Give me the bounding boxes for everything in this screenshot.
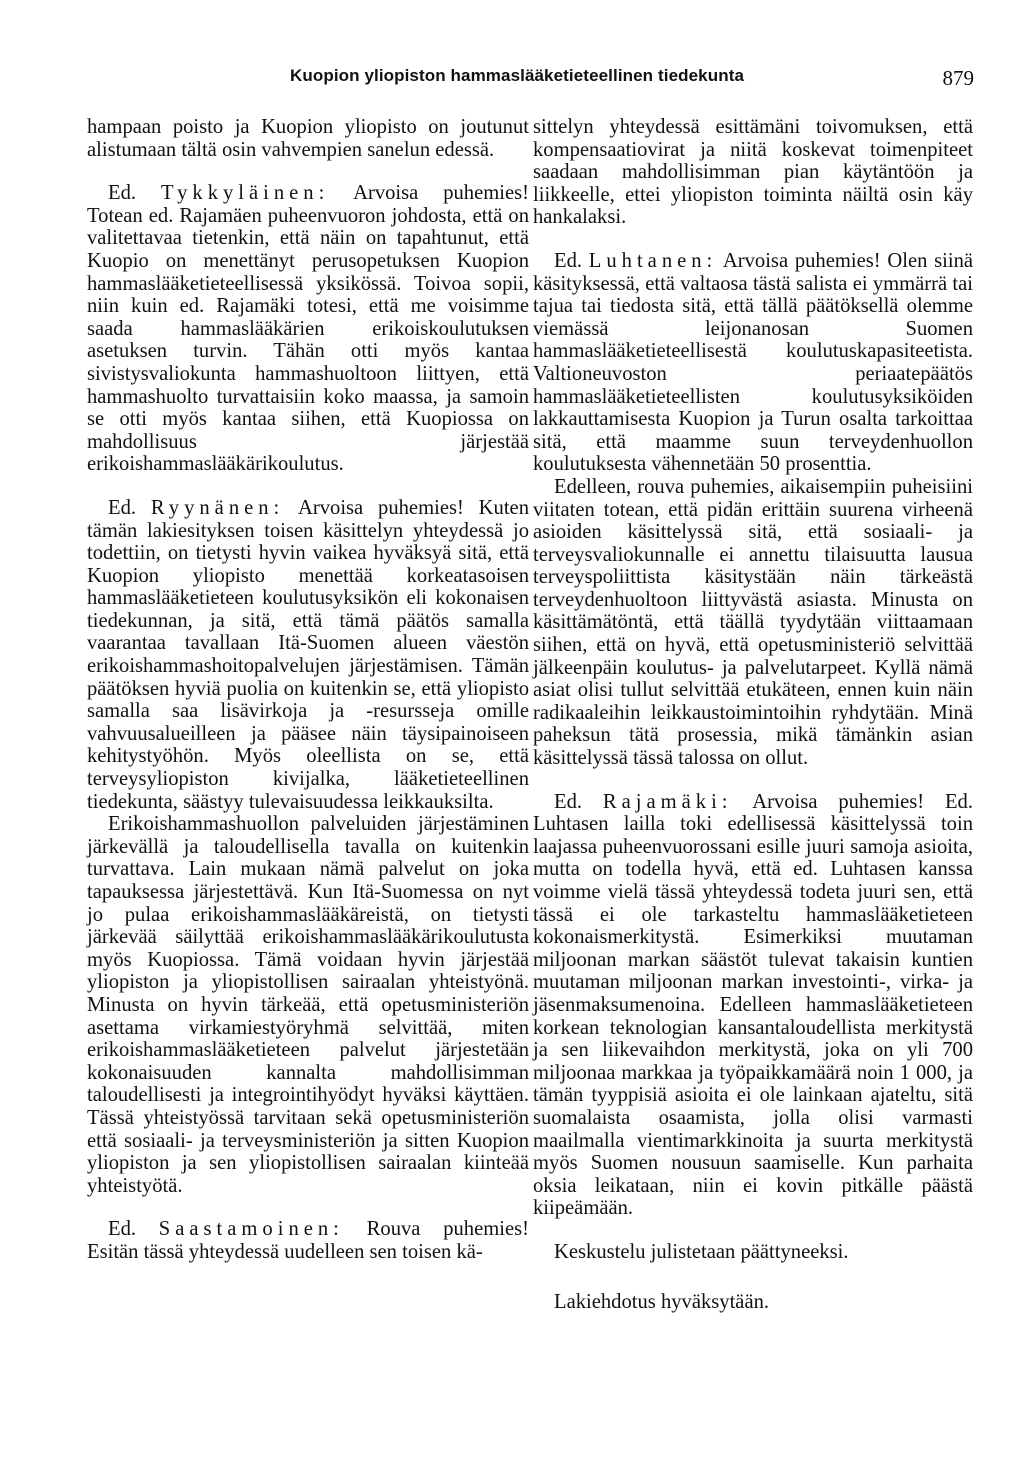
speaker-name: Luhtanen: [588, 249, 718, 272]
speaker-prefix: Ed. [554, 790, 583, 813]
speech-saastamoinen [87, 1218, 529, 1263]
speech-text: Rouva puhemies! Esitän tässä yhteydessä uudelleen sen toisen kä- [87, 1218, 529, 1263]
speaker-name: Tykkyläinen: [160, 182, 330, 205]
speech-text: Arvoisa puhemies! Totean ed. Rajamäen puheenvuoron johdosta, että on valitettavaa tietenkin, että näin on tapahtunut, että Kuopio on menettänyt perusopetuksen Kuopion hammaslääketieteellisessä yksikössä. Toivoa sopii, niin kuin ed. Rajamäki totesi, että me voisimme saada hammaslääkärien erikoiskoulutuksen asetuksen turvin. Tähän otti myös kantaa sivistysvaliokunta hammashuoltoon liittyen, että hammashuolto turvattaisiin koko maassa, ja samoin se otti myös kantaa siihen, että Kuopiossa on mahdollisuus järjestää erikoishammaslääkärikoulutus. [87, 182, 530, 476]
bill-approved-note: Lakiehdotus hyväksytään. [554, 1290, 770, 1313]
speaker-prefix: Ed. [108, 182, 137, 205]
discussion-closed-note: Keskustelu julistetaan päättyneeksi. [554, 1240, 849, 1263]
left-column [87, 116, 529, 1264]
speech-text: Arvoisa puhemies! Kuten tämän lakiesityksen toisen käsittelyn yhteydessä jo todettiin, on tietysti hyvin vaikea hyväksyä sitä, että Kuopion yliopisto menettää korkeatasoisen hammaslääketieteen koulutusyksikön eli kokonaisen tiedekunnan, ja sitä, että tämä päätös samalla vaarantaa tavallaan Itä-Suomen alueen väestön erikoishammashoitopalvelujen järjestämisen. Tämän päätöksen hyviä puolia on kuitenkin se, että yliopisto samalla saa lisävirkoja ja -resursseja omille vahvuusalueilleen ja pääsee näin täysipainoiseen kehitystyöhön. Myös oleellista on se, että terveysyliopiston kivijalka, lääketieteellinen tiedekunta, säästyy tulevaisuudessa leikkauksilta. [87, 496, 529, 813]
speech-ryynanen [87, 497, 529, 813]
speaker-name: Rajamäki: [602, 790, 733, 813]
speech-text: Arvoisa puhemies! Ed. Luhtasen lailla toki edellisessä käsittelyssä toin laajassa puheenvuorossani esille juuri samoja asioita, mutta on todella hyvä, että ed. Luhtasen kanssa voimme vielä tässä yhteydessä todeta juuri sen, että tässä ei ole tarkasteltu hammaslääketieteen kokonaismerkitystä. Esimerkiksi muutaman miljoonan markan säästöt tulevat takaisin kuntien muutaman miljoonan markan investointi-, virka- ja jäsenmaksumenoina. Edelleen hammaslääketieteen korkean teknologian kansantaloudellista merkitystä ja sen liikevaihdon merkitystä, joka on yli 700 miljoonaa markkaa ja työpaikkamäärä noin 1 000, ja tämän tyyppisiä asioita ei ole lainkaan ajateltu, sitä suomalaista osaamista, jolla olisi varmasti maailmalla vientimarkkinoita ja suurta merkitystä myös Suomen nousuun saamiselle. Kun parhaita oksia leikataan, niin ei kovin pitkälle päästä kiipeämään. [533, 790, 973, 1220]
speech-rajamaki [533, 791, 973, 1220]
speaker-name: Saastamoinen: [158, 1218, 344, 1241]
page-number: 879 [942, 66, 974, 90]
page-header [0, 66, 1024, 96]
speech-luhtanen-continued: Edelleen, rouva puhemies, aikaisempiin puheisiini viitaten totean, että pidän erittäin suurena virheenä asioiden käsittelyssä sitä, että sosiaali- ja terveysvaliokunnalle ei annettu tilaisuutta lausua terveyspoliittista käsitystään näin tärkeästä terveydenhuoltoon liittyvästä asiasta. Minusta on käsittämätöntä, että täällä tyydytään viittaamaan siihen, että on hyvä, että opetusministeriö selvittää jälkeenpäin koulutus- ja palvelutarpeet. Kyllä nämä asiat olisi tullut selvittää etukäteen, ennen kuin näin radikaaleihin leikkaustoimintoihin ryhdytään. Minä paheksun tätä prosessia, mikä tämänkin asian käsittelyssä tässä talossa on ollut. [533, 475, 973, 770]
speaker-prefix: Ed. [554, 249, 583, 272]
speech-text: Arvoisa puhemies! Olen siinä käsityksessä, että valtaosa tästä salista ei ymmärrä tai tajua tai tiedosta sitä, että tällä päätöksellä olemme viemässä leijonanosan Suomen hammaslääketieteellisestä koulutuskapasiteetista. Valtioneuvoston periaatepäätös hammaslääketieteellisten koulutusyksiköiden lakkauttamisesta Kuopion ja Turun osalta tarkoittaa sitä, että maamme suun terveydenhuollon koulutuksesta vähennetään 50 prosenttia. [533, 249, 974, 476]
paragraph-continuation: sittelyn yhteydessä esittämäni toivomuksen, että kompensaatiovirat ja niitä koskevat toimenpiteet saadaan mahdollisimman pian käytäntöön ja liikkeelle, ettei yliopiston toiminta näiltä osin käy hankalaksi. [533, 116, 973, 229]
speaker-prefix: Ed. [108, 1218, 137, 1241]
speech-tykkylainen [87, 182, 529, 476]
right-column [533, 116, 973, 1340]
speech-luhtanen [533, 250, 973, 476]
running-title: Kuopion yliopiston hammaslääketieteellinen tiedekunta [290, 66, 745, 85]
speaker-name: Ryynänen: [150, 496, 285, 519]
paragraph-continuation: hampaan poisto ja Kuopion yliopisto on joutunut alistumaan tältä osin vahvempien sanelun edessä. [87, 116, 529, 161]
speech-ryynanen-continued: Erikoishammashuollon palveluiden järjestäminen järkevällä ja taloudellisella tavalla on kuitenkin turvattava. Lain mukaan nämä palvelut on joka tapauksessa järjestettävä. Kun Itä-Suomessa on nyt jo pulaa erikoishammaslääkäreistä, on tietysti järkevää säilyttää erikoishammaslääkärikoulutusta myös Kuopiossa. Tämä voidaan hyvin järjestää yliopiston ja yliopistollisen sairaalan yhteistyönä. Minusta on hyvin tärkeää, että opetusministeriön asettama virkamiestyöryhmä selvittää, miten erikoishammaslääketieteen palvelut järjestetään kokonaisuuden kannalta mahdollisimman taloudellisesti ja integrointihyödyt hyväksi käyttäen. Tässä yhteistyössä tarvitaan sekä opetusministeriön että sosiaali- ja terveysministeriön ja sitten Kuopion yliopiston ja sen yliopistollisen sairaalan kiinteää yhteistyötä. [87, 813, 529, 1197]
speaker-prefix: Ed. [108, 496, 137, 519]
